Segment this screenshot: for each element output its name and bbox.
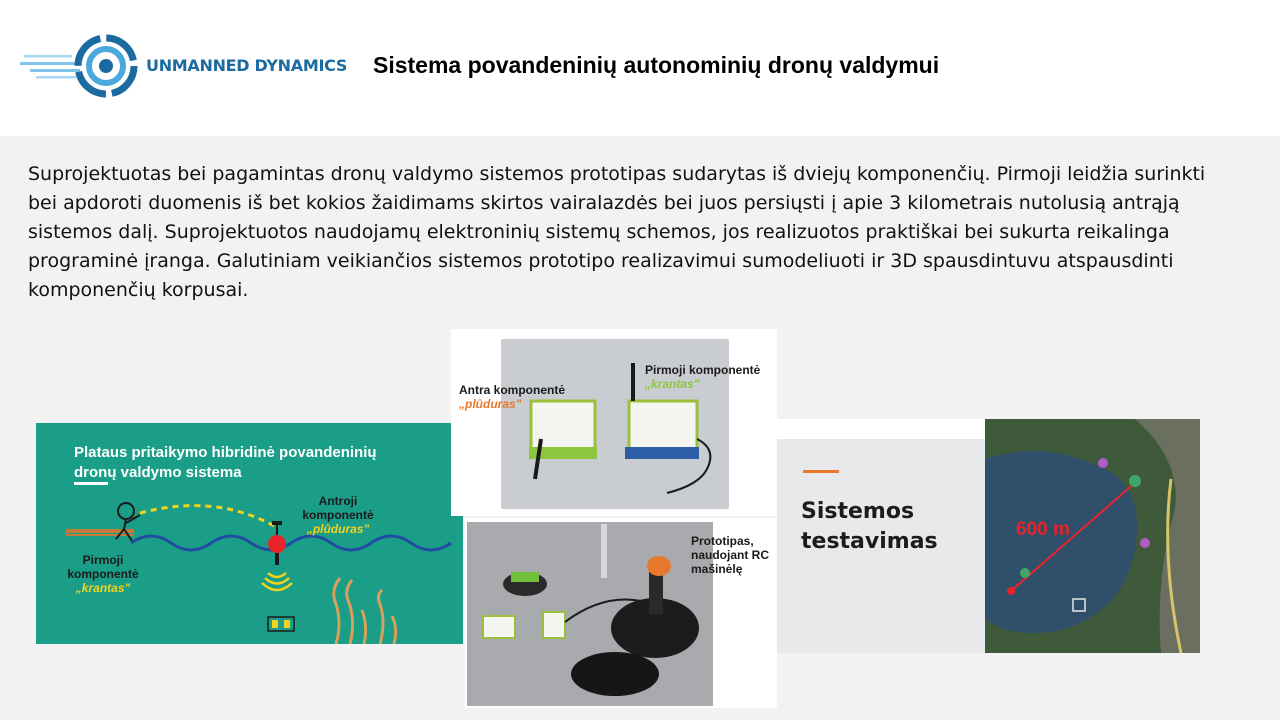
- logo-text: UNMANNED DYNAMICS: [146, 56, 348, 75]
- photo-label-second: [459, 383, 565, 411]
- diagram-label-first-text: Pirmoji komponentė: [67, 553, 139, 581]
- diagram-label-second-text: Antroji komponentė: [302, 494, 374, 522]
- photo-label-second-text: Antra komponentė: [459, 383, 566, 397]
- components-illustration: [451, 329, 777, 516]
- system-diagram: [36, 423, 463, 644]
- testing-accent-line: [803, 470, 839, 473]
- testing-title: Sistemos testavimas: [801, 499, 938, 554]
- slide-title: Sistema povandeninių autonominių dronų valdymui: [373, 52, 940, 78]
- diagram-label-first: [58, 553, 148, 595]
- diagram-label-second: [288, 494, 388, 536]
- components-photo: [451, 329, 777, 516]
- photo-label-first-text: Pirmoji komponentė: [645, 363, 761, 377]
- testing-slide: [777, 419, 1200, 653]
- diagram-title: Plataus pritaikymo hibridinė povandeninių dronų valdymo sistema: [74, 444, 377, 481]
- photo-label-first-name: „krantas": [645, 377, 700, 391]
- test-site-map: [985, 419, 1200, 653]
- diagram-title-underline: [74, 482, 108, 485]
- slide-header: [0, 0, 1280, 136]
- description-paragraph: Suprojektuotas bei pagamintas dronų valdymo sistemos prototipas sudarytas iš dviejų komponenčių. Pirmoji leidžia surinkti bei apdoroti duomenis iš bet kokios žaidimams skirtos vairalazdės bei juos persiųsti į apie 3 kilometrais nutolusią antrąją sistemos dalį. Suprojektuotos naudojamų elektroninių sistemų schemos, jos realizuotos praktiškai bei sukurta reikalinga programinė įranga. Galutiniam veikiančios sistemos prototipo realizavimui sumodeliuoti ir 3D spausdintuvu atspausdinti komponenčių korpusai.: [28, 163, 1206, 301]
- testing-header-band: [777, 419, 985, 439]
- rc-prototype-photo: [465, 518, 777, 708]
- photo-label-second-name: „plūduras": [459, 397, 522, 411]
- rc-prototype-label: Prototipas, naudojant RC mašinėlę: [691, 534, 769, 576]
- unmanned-dynamics-logo: [18, 34, 348, 100]
- target-logo-icon: [18, 34, 146, 100]
- photo-label-first: [645, 363, 760, 391]
- distance-label: 600 m: [1016, 519, 1070, 540]
- diagram-label-second-name: „plūduras": [306, 522, 370, 536]
- diagram-label-first-name: „krantas": [75, 581, 131, 595]
